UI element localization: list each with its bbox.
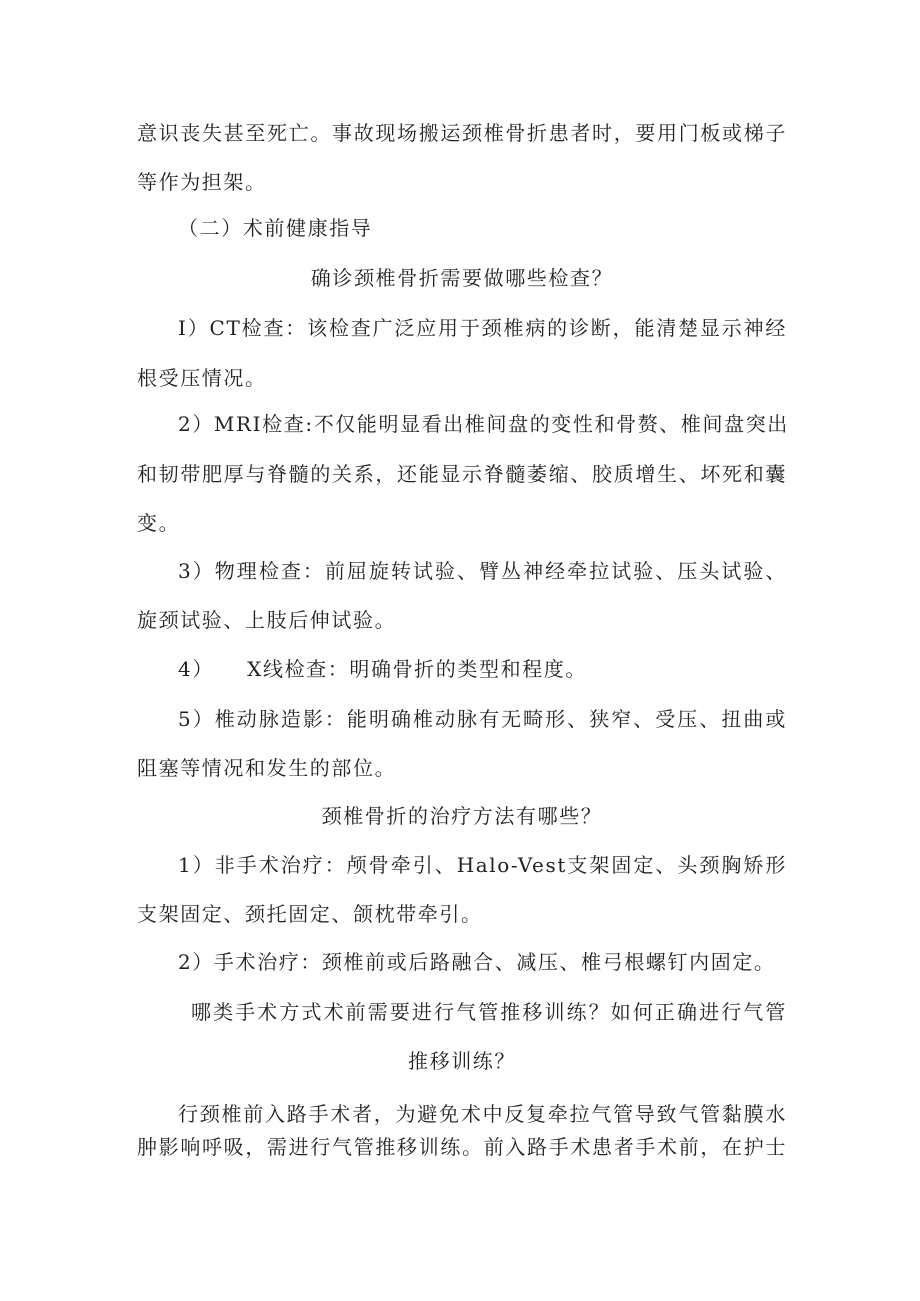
paragraph-line: 行颈椎前入路手术者，为避免术中反复牵拉气管导致气管黏膜水	[178, 1102, 787, 1126]
list-item: I）CT检查：该检查广泛应用于颈椎病的诊断，能清楚显示神经	[178, 316, 787, 340]
paragraph-line: 根受压情况。	[137, 366, 267, 390]
list-item: 3）物理检查：前屈旋转试验、臂丛神经牵拉试验、压头试验、	[178, 559, 787, 583]
question-heading: 确诊颈椎骨折需要做哪些检查？	[310, 266, 614, 290]
paragraph-line: 旋颈试验、上肢后伸试验。	[137, 608, 397, 632]
paragraph-line: 和韧带肥厚与脊髓的关系，还能显示脊髓萎缩、胶质增生、坏死和囊	[137, 462, 787, 486]
list-item: 2）MRI检查:不仅能明显看出椎间盘的变性和骨赘、椎间盘突出	[178, 412, 789, 436]
paragraph-line: 阻塞等情况和发生的部位。	[137, 756, 397, 780]
paragraph-line: 支架固定、颈托固定、颌枕带牵引。	[137, 902, 483, 926]
paragraph-line: 肿影响呼吸，需进行气管推移训练。前入路手术患者手术前，在护士	[137, 1135, 787, 1159]
question-heading: 推移训练？	[408, 1049, 516, 1073]
paragraph-line: 变。	[137, 511, 181, 535]
list-item: 4） X线检查：明确骨折的类型和程度。	[178, 657, 587, 681]
question-heading: 颈椎骨折的治疗方法有哪些？	[321, 804, 603, 828]
list-item: 5）椎动脉造影：能明确椎动脉有无畸形、狭窄、受压、扭曲或	[178, 707, 787, 731]
list-item: 1）非手术治疗：颅骨牵引、Halo-Vest支架固定、头颈胸矫形	[178, 853, 787, 877]
section-heading: （二）术前健康指导	[178, 216, 373, 240]
list-item: 2）手术治疗：颈椎前或后路融合、减压、椎弓根螺钉内固定。	[178, 950, 776, 974]
question-heading: 哪类手术方式术前需要进行气管推移训练？如何正确进行气管	[191, 1000, 787, 1024]
paragraph-line: 意识丧失甚至死亡。事故现场搬运颈椎骨折患者时，要用门板或梯子	[137, 121, 787, 145]
paragraph-line: 等作为担架。	[137, 170, 267, 194]
